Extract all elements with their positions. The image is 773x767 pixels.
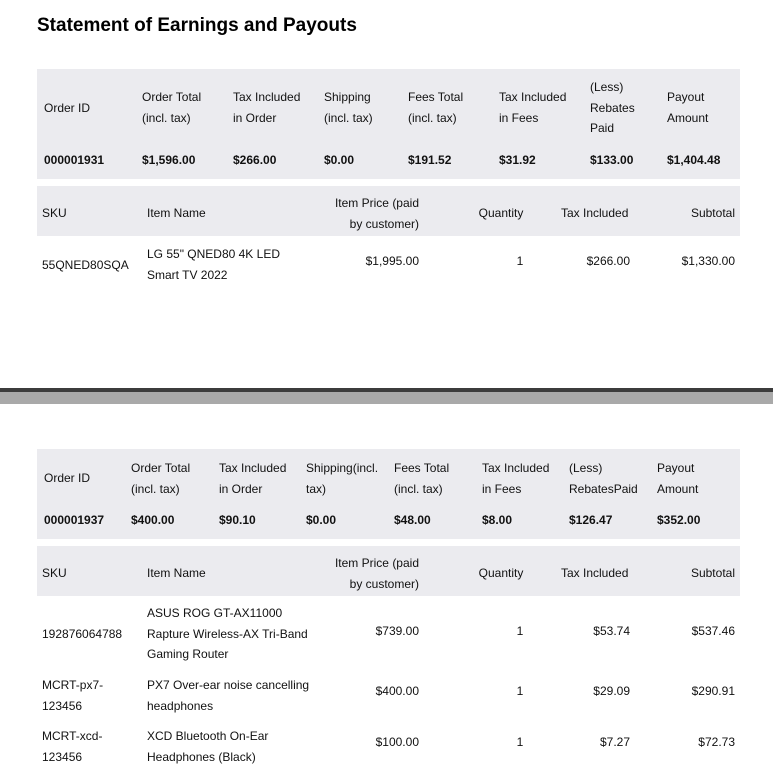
item-price: $100.00 — [375, 735, 419, 749]
value-payout-amount: $352.00 — [657, 513, 701, 527]
item-sku: MCRT-px7- 123456 — [42, 678, 104, 713]
value-order-total: $1,596.00 — [142, 153, 196, 167]
item-sku: 55QNED80SQA — [42, 258, 129, 272]
item-quantity: 1 — [516, 624, 524, 638]
header-order-total: Order Total (incl. tax) — [142, 90, 202, 125]
header-order-id: Order ID — [44, 101, 91, 115]
header-order-id: Order ID — [44, 471, 91, 485]
value-shipping: $0.00 — [306, 513, 337, 527]
value-shipping: $0.00 — [324, 153, 355, 167]
header-rebates-paid: (Less) Rebates Paid — [590, 80, 635, 135]
item-subtotal: $72.73 — [698, 735, 735, 749]
item-subtotal: $537.46 — [691, 624, 735, 638]
item-name: PX7 Over-ear noise cancelling headphones — [147, 678, 310, 713]
item-header-quantity: Quantity — [478, 566, 524, 580]
item-tax: $53.74 — [593, 624, 630, 638]
value-payout-amount: $1,404.48 — [667, 153, 721, 167]
header-shipping: Shipping(incl. tax) — [306, 461, 379, 496]
header-payout-amount: Payout Amount — [667, 90, 709, 125]
item-quantity: 1 — [516, 735, 524, 749]
item-header-name: Item Name — [147, 206, 206, 220]
item-tax: $29.09 — [593, 684, 630, 698]
item-tax: $266.00 — [586, 254, 630, 268]
item-header-subtotal: Subtotal — [690, 566, 735, 580]
item-header-price: Item Price (paid by customer) — [334, 196, 419, 231]
value-order-id: 000001931 — [44, 153, 105, 167]
value-rebates-paid: $133.00 — [590, 153, 634, 167]
item-sku: MCRT-xcd- 123456 — [42, 729, 103, 764]
header-fees-total: Fees Total (incl. tax) — [408, 90, 464, 125]
item-header-subtotal: Subtotal — [690, 206, 735, 220]
value-tax-in-fees: $8.00 — [482, 513, 513, 527]
value-rebates-paid: $126.47 — [569, 513, 613, 527]
item-subtotal: $1,330.00 — [681, 254, 735, 268]
item-header-quantity: Quantity — [478, 206, 524, 220]
value-fees-total: $48.00 — [394, 513, 431, 527]
header-tax-in-order: Tax Included in Order — [219, 461, 287, 496]
header-tax-in-fees: Tax Included in Fees — [482, 461, 550, 496]
item-name: ASUS ROG GT-AX11000 Rapture Wireless-AX Tri-Band Gaming Router — [147, 606, 308, 661]
item-name: XCD Bluetooth On-Ear Headphones (Black) — [147, 729, 269, 764]
item-subtotal: $290.91 — [691, 684, 735, 698]
value-tax-in-order: $266.00 — [233, 153, 277, 167]
value-tax-in-order: $90.10 — [219, 513, 256, 527]
item-name: LG 55" QNED80 4K LED Smart TV 2022 — [147, 247, 280, 282]
item-header-sku: SKU — [42, 566, 67, 580]
item-price: $400.00 — [375, 684, 419, 698]
item-header-name: Item Name — [147, 566, 206, 580]
value-tax-in-fees: $31.92 — [499, 153, 536, 167]
item-header-tax: Tax Included — [561, 566, 629, 580]
value-order-id: 000001937 — [44, 513, 105, 527]
header-payout-amount: Payout Amount — [657, 461, 699, 496]
page-divider — [0, 388, 773, 404]
item-price: $1,995.00 — [365, 254, 419, 268]
value-fees-total: $191.52 — [408, 153, 452, 167]
header-tax-in-order: Tax Included in Order — [233, 90, 301, 125]
item-price: $739.00 — [375, 624, 419, 638]
item-header-price: Item Price (paid by customer) — [334, 556, 419, 591]
item-header-sku: SKU — [42, 206, 67, 220]
item-quantity: 1 — [516, 684, 524, 698]
item-sku: 192876064788 — [42, 627, 123, 641]
header-fees-total: Fees Total (incl. tax) — [394, 461, 450, 496]
value-order-total: $400.00 — [131, 513, 175, 527]
header-rebates-paid: (Less) RebatesPaid — [569, 461, 638, 496]
item-quantity: 1 — [516, 254, 524, 268]
page-title: Statement of Earnings and Payouts — [37, 15, 357, 36]
item-tax: $7.27 — [599, 735, 630, 749]
header-shipping: Shipping (incl. tax) — [324, 90, 373, 125]
header-order-total: Order Total (incl. tax) — [131, 461, 191, 496]
header-tax-in-fees: Tax Included in Fees — [499, 90, 567, 125]
item-header-tax: Tax Included — [561, 206, 629, 220]
